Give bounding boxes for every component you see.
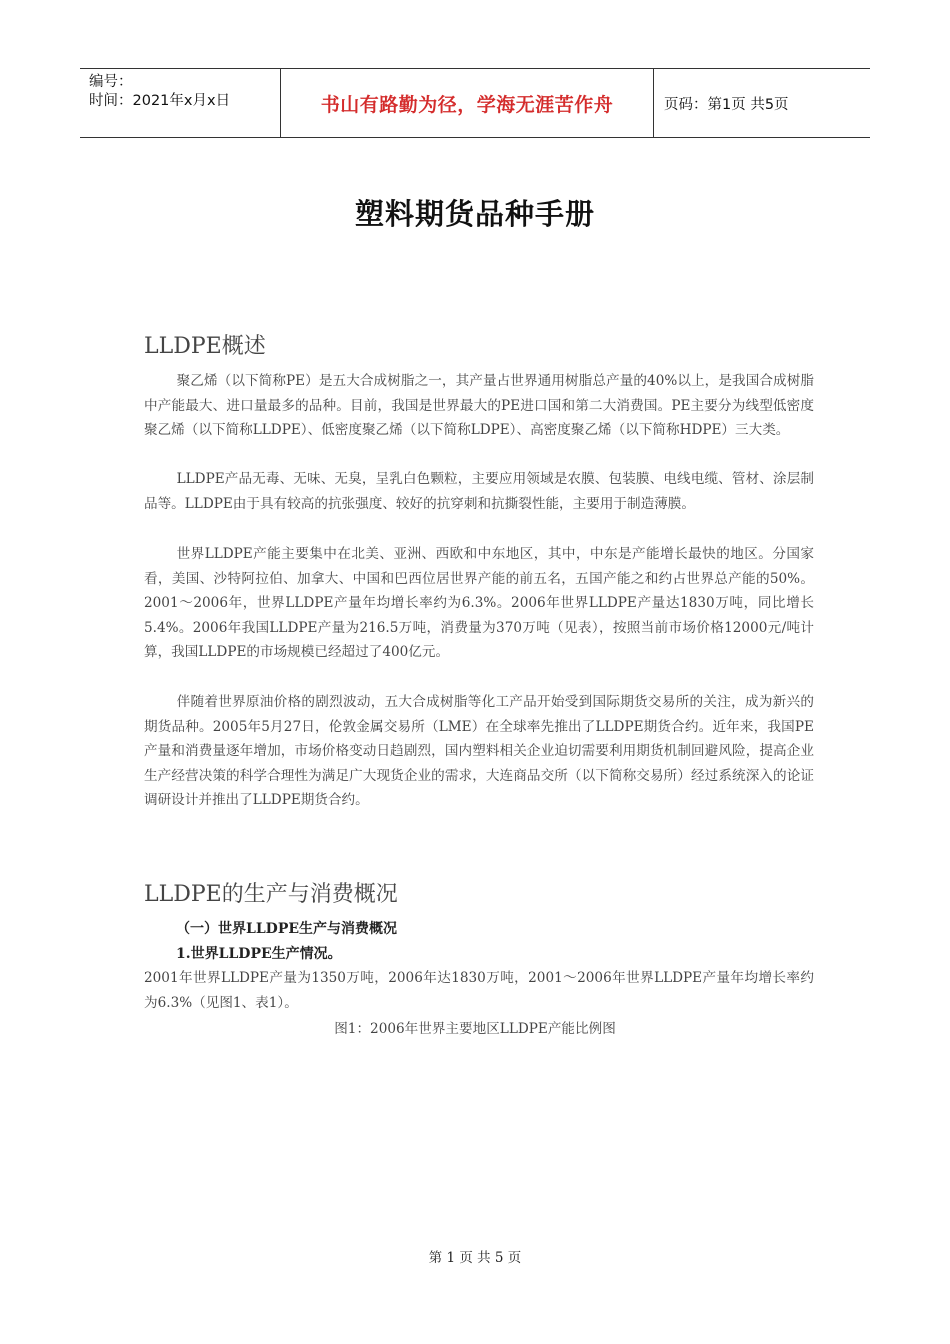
page-header: [80, 68, 870, 138]
section2-paragraph: 2001年世界LLDPE产量为1350万吨，2006年达1830万吨，2001～2006年世界LLDPE产量年均增长率约为6.3%（见图1、表1）。: [144, 970, 814, 1011]
header-motto: 书山有路勤为径，学海无涯苦作舟: [281, 69, 654, 137]
section1-paragraph-2: LLDPE产品无毒、无味、无臭，呈乳白色颗粒，主要应用领域是农膜、包装膜、电线电缆、管材、涂层制品等。LLDPE由于具有较高的抗张强度、较好的抗穿刺和抗撕裂性能，主要用于制造薄膜。: [144, 471, 814, 512]
section2-subsubheading: 1.世界LLDPE生产情况。: [176, 946, 342, 962]
header-page-info: 页码：第1页 共5页: [664, 96, 789, 113]
section1-heading: LLDPE概述: [144, 334, 266, 359]
document-title: 塑料期货品种手册: [354, 197, 595, 231]
document-number-label: 编号：: [89, 74, 133, 90]
section2-heading: LLDPE的生产与消费概况: [144, 882, 398, 907]
section1-paragraph-4: 伴随着世界原油价格的剧烈波动，五大合成树脂等化工产品开始受到国际期货交易所的关注，成为新兴的期货品种。2005年5月27日，伦敦金属交易所（LME）在全球率先推出了LLDPE期货合约。近年来，我国PE产量和消费量逐年增加，市场价格变动日趋剧烈，国内塑料相关企业迫切需要利用期货机制回避风险，提高企业生产经营决策的科学合理性为满足广大现货企业的需求，大连商品交所（以下简称交易所）经过系统深入的论证调研设计并推出了LLDPE期货合约。: [144, 694, 814, 809]
page-footer: 第 1 页 共 5 页: [428, 1250, 522, 1266]
figure-caption: 图1：2006年世界主要地区LLDPE产能比例图: [334, 1021, 616, 1037]
section1-paragraph-3: 世界LLDPE产能主要集中在北美、亚洲、西欧和中东地区，其中，中东是产能增长最快的地区。分国家看，美国、沙特阿拉伯、加拿大、中国和巴西位居世界产能的前五名，五国产能之和约占世界总产能的50%。2001～2006年，世界LLDPE产量年均增长率约为6.3%。2006年世界LLDPE产量达1830万吨，同比增长5.4%。2006年我国LLDPE产量为216.5万吨，消费量为370万吨（见表），按照当前市场价格12000元/吨计算，我国LLDPE的市场规模已经超过了400亿元。: [144, 546, 814, 661]
section1-paragraph-1: 聚乙烯（以下简称PE）是五大合成树脂之一，其产量占世界通用树脂总产量的40%以上，是我国合成树脂中产能最大、进口量最多的品种。目前，我国是世界最大的PE进口国和第二大消费国。PE主要分为线型低密度聚乙烯（以下简称LLDPE）、低密度聚乙烯（以下简称LDPE）、高密度聚乙烯（以下简称HDPE）三大类。: [144, 373, 814, 439]
document-time-label: 时间：2021年x月x日: [89, 93, 231, 109]
header-meta: [80, 69, 281, 137]
section2-subheading: （一）世界LLDPE生产与消费概况: [176, 921, 398, 937]
